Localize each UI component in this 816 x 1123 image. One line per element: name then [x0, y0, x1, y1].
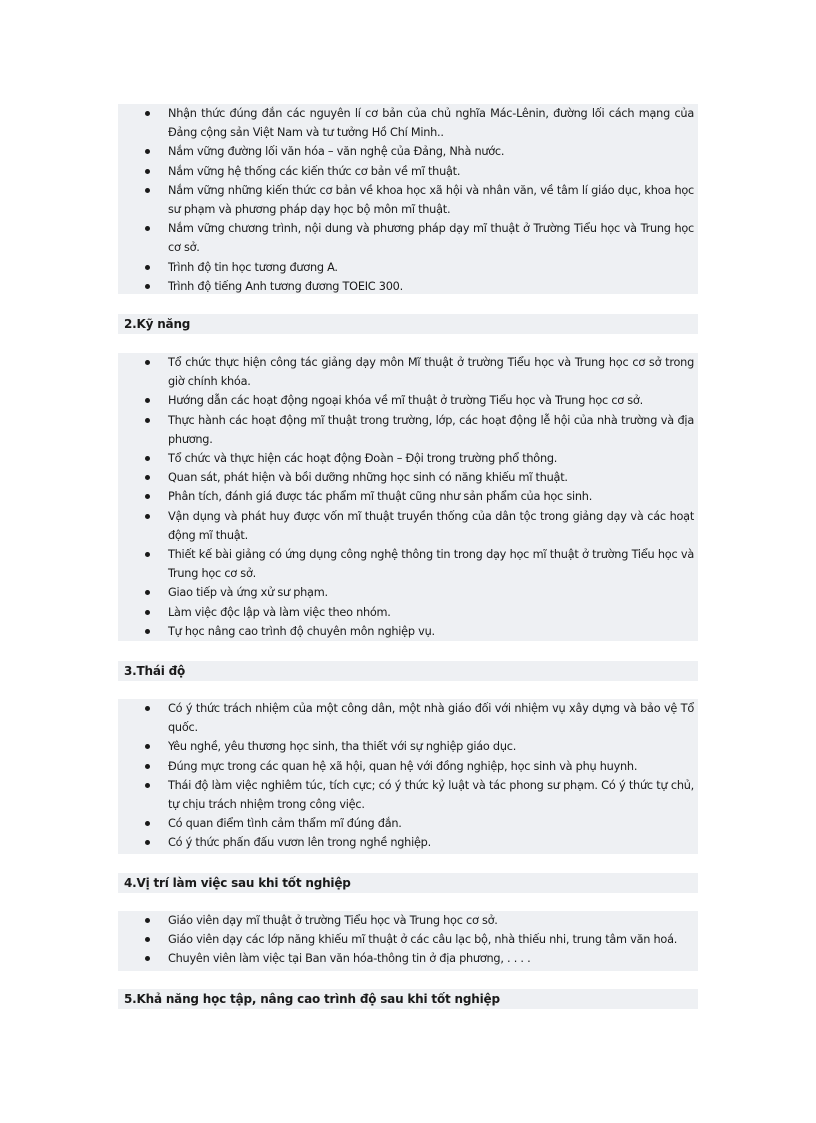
- bullet-icon: [145, 590, 150, 595]
- list-item: Có ý thức trách nhiệm của một công dân, một nhà giáo đối với nhiệm vụ xây dựng và bảo vệ Tổ quốc.: [118, 699, 698, 737]
- bullet-icon: [145, 629, 150, 634]
- bullet-icon: [145, 111, 150, 116]
- attitude-list: [118, 699, 698, 854]
- bullet-icon: [145, 418, 150, 423]
- list-item: Tự học nâng cao trình độ chuyên môn nghiệp vụ.: [118, 622, 698, 641]
- list-item: Giáo viên dạy các lớp năng khiếu mĩ thuật ở các câu lạc bộ, nhà thiếu nhi, trung tâm văn hoá.: [118, 930, 698, 949]
- list-item: Nắm vững đường lối văn hóa – văn nghệ của Đảng, Nhà nước.: [118, 142, 698, 161]
- section-heading-attitude: 3.Thái độ: [118, 661, 698, 681]
- bullet-icon: [145, 840, 150, 845]
- bullet-icon: [145, 265, 150, 270]
- list-item: Có quan điểm tình cảm thẩm mĩ đúng đắn.: [118, 814, 698, 833]
- list-item: Thái độ làm việc nghiêm túc, tích cực; có ý thức kỷ luật và tác phong sư phạm. Có ý thức tự chủ, tự chịu trách nhiệm trong công việc.: [118, 776, 698, 814]
- bullet-icon: [145, 764, 150, 769]
- bullet-icon: [145, 610, 150, 615]
- bullet-icon: [145, 514, 150, 519]
- knowledge-list: [118, 104, 698, 294]
- list-item: Tổ chức và thực hiện các hoạt động Đoàn – Đội trong trường phổ thông.: [118, 449, 698, 468]
- list-item: Chuyên viên làm việc tại Ban văn hóa-thông tin ở địa phương, . . . .: [118, 949, 698, 968]
- list-item: Giáo viên dạy mĩ thuật ở trường Tiểu học và Trung học cơ sở.: [118, 911, 698, 930]
- bullet-icon: [145, 706, 150, 711]
- list-item: Quan sát, phát hiện và bồi dưỡng những học sinh có năng khiếu mĩ thuật.: [118, 468, 698, 487]
- section-heading-further-study: 5.Khả năng học tập, nâng cao trình độ sau khi tốt nghiệp: [118, 989, 698, 1009]
- bullet-icon: [145, 783, 150, 788]
- bullet-icon: [145, 284, 150, 289]
- list-item: Nắm vững chương trình, nội dung và phương pháp dạy mĩ thuật ở Trường Tiểu học và Trung học cơ sở.: [118, 219, 698, 257]
- list-item: Giao tiếp và ứng xử sư phạm.: [118, 583, 698, 602]
- bullet-icon: [145, 552, 150, 557]
- list-item: Thực hành các hoạt động mĩ thuật trong trường, lớp, các hoạt động lễ hội của nhà trường và địa phương.: [118, 411, 698, 449]
- bullet-icon: [145, 188, 150, 193]
- jobs-list: [118, 911, 698, 971]
- list-item: Hướng dẫn các hoạt động ngoại khóa về mĩ thuật ở trường Tiểu học và Trung học cơ sở.: [118, 391, 698, 410]
- bullet-icon: [145, 475, 150, 480]
- bullet-icon: [145, 956, 150, 961]
- list-item: Nắm vững những kiến thức cơ bản về khoa học xã hội và nhân văn, về tâm lí giáo dục, khoa học sư phạm và phương pháp dạy học bộ môn mĩ thuật.: [118, 181, 698, 219]
- list-item: Có ý thức phấn đấu vươn lên trong nghề nghiệp.: [118, 833, 698, 852]
- bullet-icon: [145, 821, 150, 826]
- list-item: Tổ chức thực hiện công tác giảng dạy môn Mĩ thuật ở trường Tiểu học và Trung học cơ sở trong giờ chính khóa.: [118, 353, 698, 391]
- bullet-icon: [145, 226, 150, 231]
- bullet-icon: [145, 398, 150, 403]
- list-item: Nhận thức đúng đắn các nguyên lí cơ bản của chủ nghĩa Mác-Lênin, đường lối cách mạng của Đảng cộng sản Việt Nam và tư tưởng Hồ Chí Minh..: [118, 104, 698, 142]
- bullet-icon: [145, 149, 150, 154]
- section-heading-skills: 2.Kỹ năng: [118, 314, 698, 334]
- bullet-icon: [145, 494, 150, 499]
- bullet-icon: [145, 360, 150, 365]
- bullet-icon: [145, 918, 150, 923]
- bullet-icon: [145, 456, 150, 461]
- list-item: Yêu nghề, yêu thương học sinh, tha thiết với sự nghiệp giáo dục.: [118, 737, 698, 756]
- bullet-icon: [145, 169, 150, 174]
- list-item: Phân tích, đánh giá được tác phẩm mĩ thuật cũng như sản phẩm của học sinh.: [118, 487, 698, 506]
- bullet-icon: [145, 744, 150, 749]
- section-heading-jobs: 4.Vị trí làm việc sau khi tốt nghiệp: [118, 873, 698, 893]
- bullet-icon: [145, 937, 150, 942]
- list-item: Nắm vững hệ thống các kiến thức cơ bản về mĩ thuật.: [118, 162, 698, 181]
- list-item: Trình độ tiếng Anh tương đương TOEIC 300.: [118, 277, 698, 296]
- list-item: Vận dụng và phát huy được vốn mĩ thuật truyền thống của dân tộc trong giảng dạy và các hoạt động mĩ thuật.: [118, 507, 698, 545]
- list-item: Thiết kế bài giảng có ứng dụng công nghệ thông tin trong dạy học mĩ thuật ở trường Tiểu học và Trung học cơ sở.: [118, 545, 698, 583]
- skills-list: [118, 353, 698, 641]
- list-item: Làm việc độc lập và làm việc theo nhóm.: [118, 603, 698, 622]
- list-item: Trình độ tin học tương đương A.: [118, 258, 698, 277]
- list-item: Đúng mực trong các quan hệ xã hội, quan hệ với đồng nghiệp, học sinh và phụ huynh.: [118, 757, 698, 776]
